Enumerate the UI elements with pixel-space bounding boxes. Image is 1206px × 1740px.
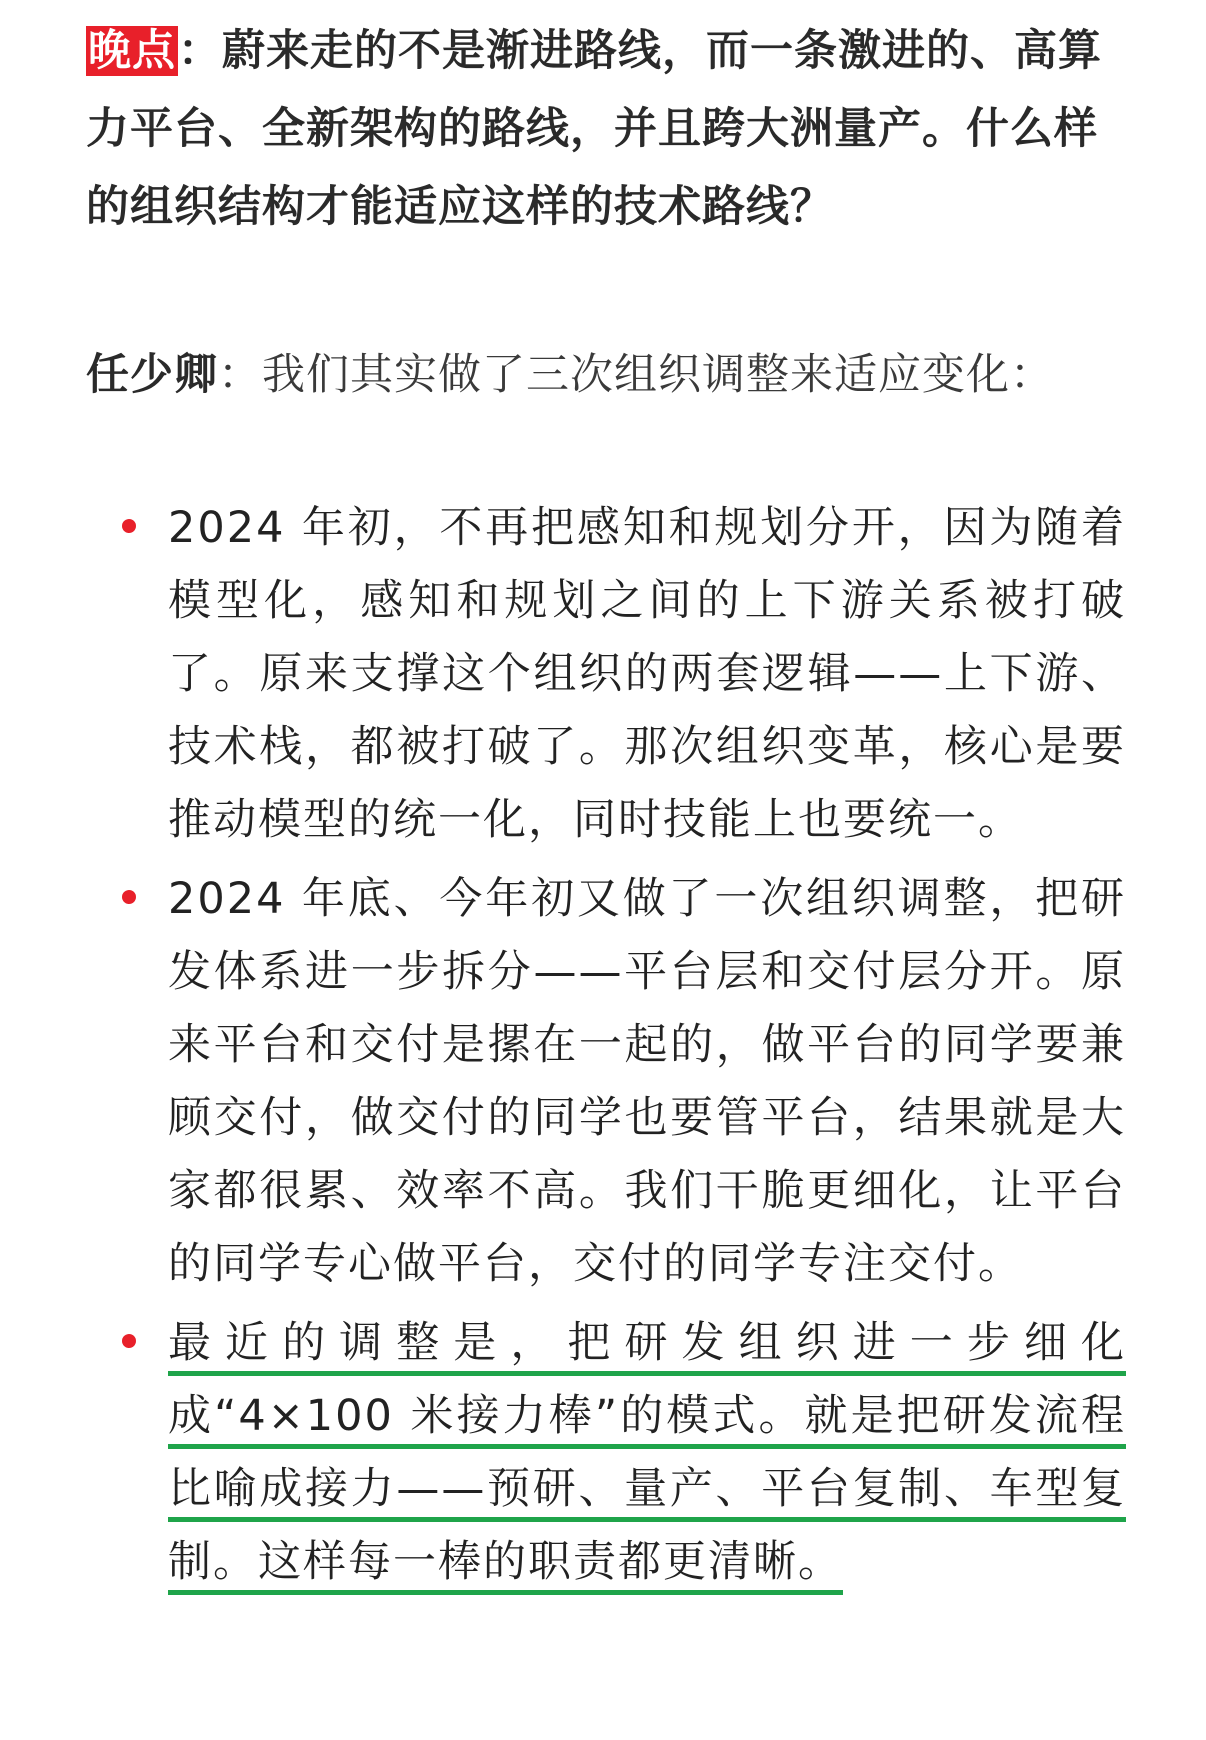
bullet-text: 2024 年初，不再把感知和规划分开，因为随着模型化，感知和规划之间的上下游关系被打破了。原来支撑这个组织的两套逻辑——上下游、技术栈，都被打破了。那次组织变革，核心是要推动模型的统一化，同时技能上也要统一。 (168, 503, 1126, 845)
list-item (86, 863, 1126, 1301)
bullet-dot-icon (122, 519, 136, 533)
bullet-dot-icon (122, 890, 136, 904)
interview-question (86, 12, 1126, 246)
question-text: ：蔚来走的不是渐进路线，而一条激进的、高算力平台、全新架构的路线，并且跨大洲量产。什么样的组织结构才能适应这样的技术路线？ (86, 26, 1102, 232)
bullet-list (86, 492, 1126, 1599)
article (86, 0, 1126, 1605)
answer-intro (86, 336, 1126, 414)
question-speaker-tag: 晚点 (88, 26, 176, 76)
answer-speaker-name: 任少卿 (86, 350, 218, 400)
bullet-dot-icon (122, 1334, 136, 1348)
list-item (86, 492, 1126, 857)
answer-intro-text: ：我们其实做了三次组织调整来适应变化： (218, 350, 1054, 400)
bullet-text: 2024 年底、今年初又做了一次组织调整，把研发体系进一步拆分——平台层和交付层分开。原来平台和交付是摞在一起的，做平台的同学要兼顾交付，做交付的同学也要管平台，结果就是大家都很累、效率不高。我们干脆更细化，让平台的同学专心做平台，交付的同学专注交付。 (168, 874, 1126, 1289)
highlighted-bullet-text: 最近的调整是，把研发组织进一步细化成“4×100 米接力棒”的模式。就是把研发流程比喻成接力——预研、量产、平台复制、车型复制。这样每一棒的职责都更清晰。 (168, 1318, 1126, 1587)
list-item (86, 1307, 1126, 1599)
